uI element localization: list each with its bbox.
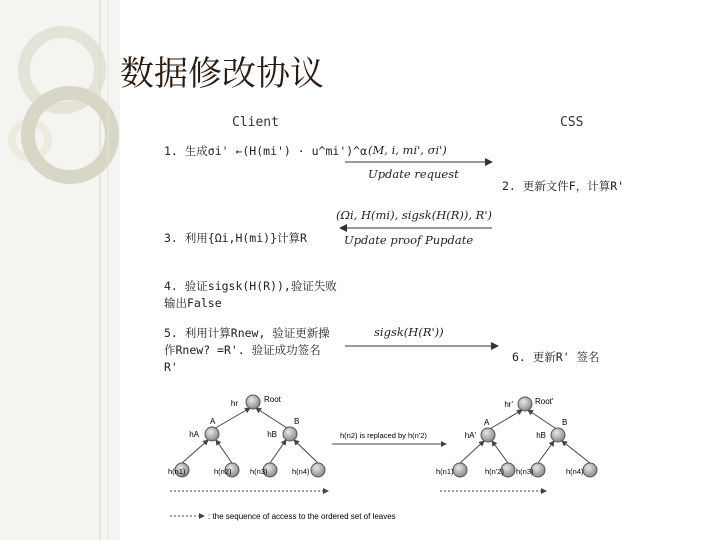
right-a-hash: hA' [464,431,476,440]
right-leaf-2-label: h(n'2) [485,467,504,476]
right-leaf-1-label: h(n1) [436,467,454,476]
right-node-a [481,428,495,442]
legend-text: : the sequence of access to the ordered set of leaves [208,512,396,521]
left-a-label: A [210,417,216,426]
right-node-b [551,428,565,442]
right-root-label: Root' [535,397,554,406]
client-header: Client [232,115,279,130]
left-node-a [205,427,219,441]
right-leaf-3-label: h(n3) [516,467,534,476]
left-leaf-3-label: h(n3) [250,467,268,476]
message-1-label: Update request [368,167,459,181]
step-5-line-2: 作Rnew? =R'. 验证成功签名 [164,343,321,357]
step-3: 3. 利用{Ωi,H(mi)}计算R [164,231,307,245]
left-a-hash: hA [189,430,199,439]
page-title: 数据修改协议 [120,54,324,94]
right-root-hash: hr' [504,400,513,409]
right-root-node [518,397,532,411]
step-6: 6. 更新R' 签名 [512,350,600,364]
right-leaf-1 [453,463,467,477]
left-b-label: B [294,417,300,426]
left-b-hash: hB [267,430,277,439]
right-a-label: A [484,418,490,427]
left-root-node [246,395,260,409]
server-header: CSS [560,115,584,130]
right-b-hash: hB [536,431,546,440]
right-leaf-4 [583,463,597,477]
message-2-label: Update proof Pupdate [344,233,474,247]
message-1-content: (M, i, mi', σi') [368,143,447,157]
step-5-line-1: 5. 利用计算Rnew, 验证更新操 [164,326,330,340]
left-root-hash: hr [230,399,238,408]
message-3-content: sigsk(H(R')) [374,325,444,339]
left-node-b [283,427,297,441]
step-4-line-1: 4. 验证sigsk(H(R)),验证失败 [164,279,337,293]
left-leaf-4 [311,463,325,477]
message-2-content: (Ωi, H(mi), sigsk(H(R)), R') [336,208,492,222]
step-5-line-3: R' [164,360,178,374]
left-leaf-1-label: h(n1) [168,467,186,476]
right-tree-edges [460,410,590,463]
right-b-label: B [562,418,568,427]
replacement-note: h(n2) is replaced by h(n'2) [340,431,427,440]
left-root-label: Root [264,395,281,404]
left-leaf-4-label: h(n4) [292,467,310,476]
step-4-line-2: 输出False [164,296,222,310]
right-leaf-4-label: h(n4) [566,467,584,476]
step-1: 1. 生成σi' ←(H(mi') · u^mi')^α [164,144,368,158]
step-2: 2. 更新文件F，计算R' [502,179,625,193]
left-leaf-2-label: h(n2) [214,467,232,476]
